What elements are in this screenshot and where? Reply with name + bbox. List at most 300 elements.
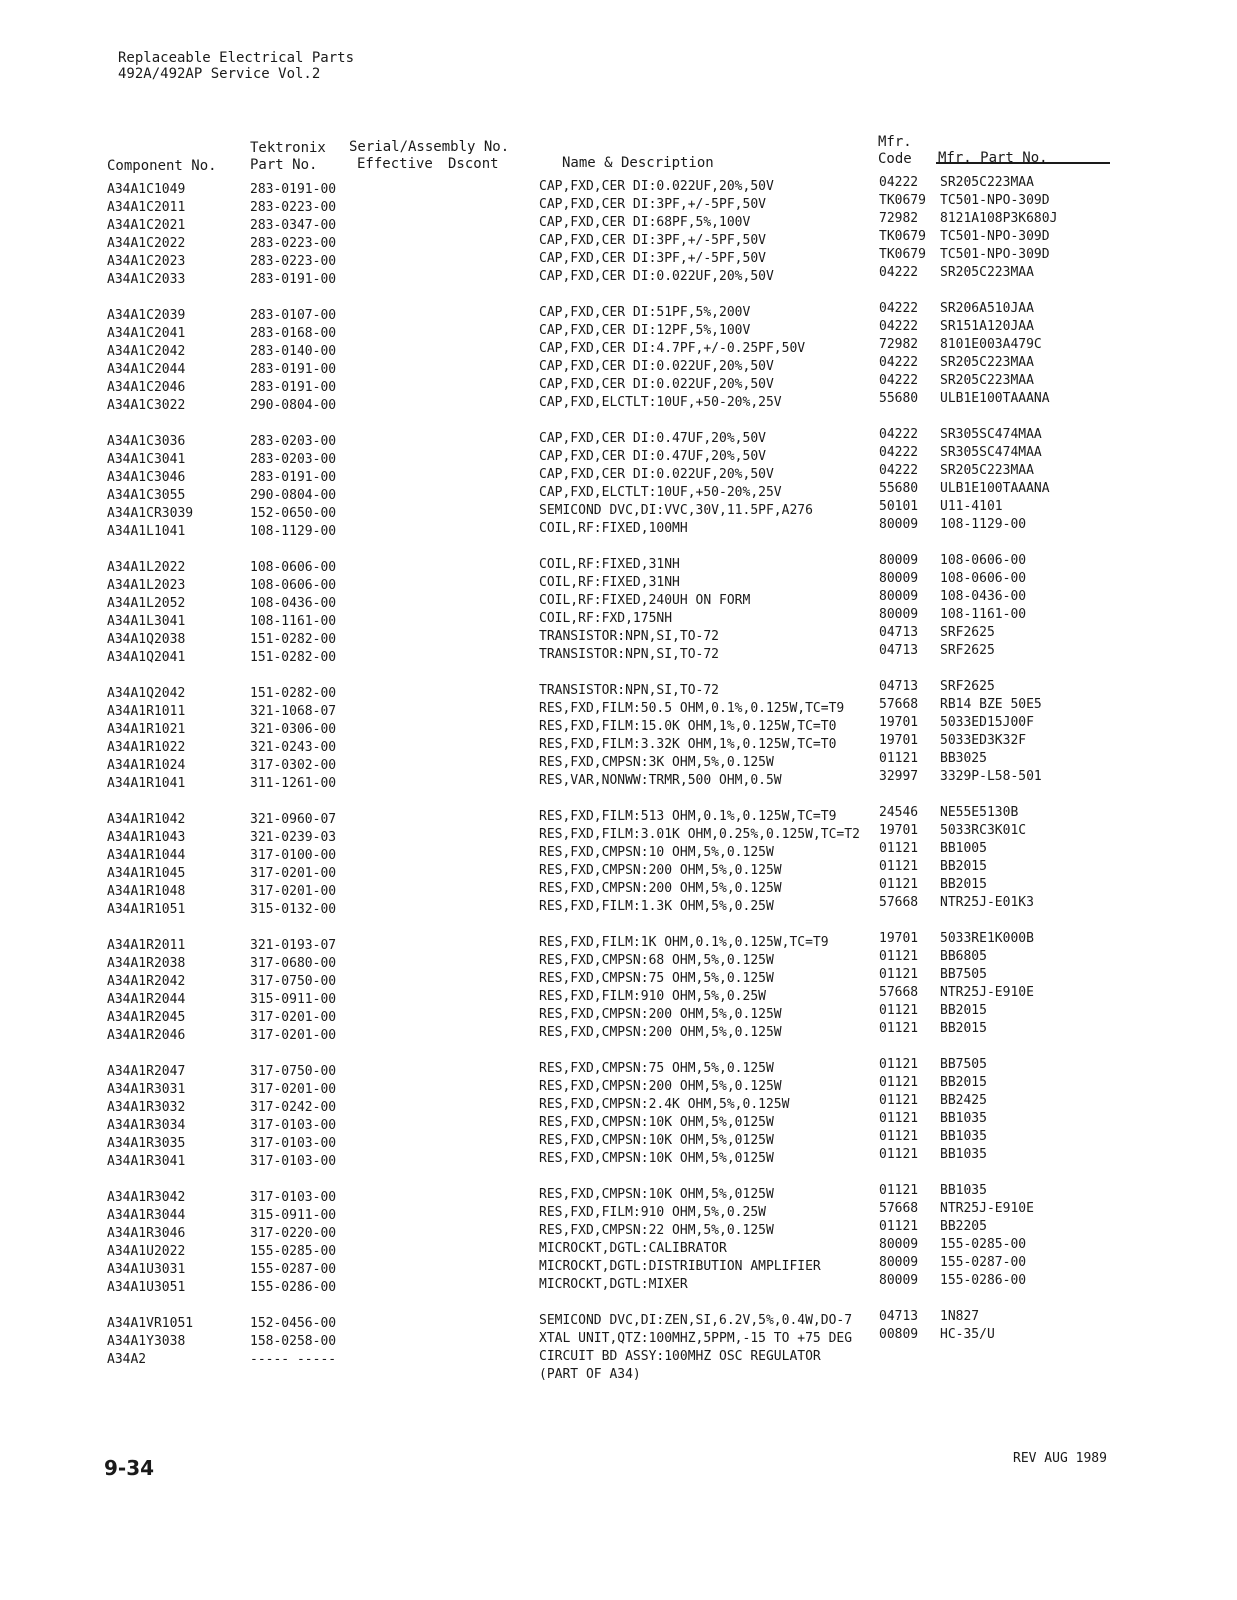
- mfr-part-no-cell: 155-0285-00: [940, 1237, 1027, 1252]
- component-no-cell: A34A1C2039: [107, 308, 186, 323]
- mfr-code-cell: TK0679: [879, 229, 926, 244]
- mfr-code-cell: 01121: [879, 859, 919, 874]
- part-no-cell: 311-1261-00: [250, 776, 337, 791]
- parts-group: [0, 1057, 1237, 1169]
- part-no-cell: 283-0203-00: [250, 452, 337, 467]
- part-no-cell: 155-0286-00: [250, 1280, 337, 1295]
- parts-group: [0, 553, 1237, 665]
- mfr-part-no-cell: 8121A108P3K680J: [940, 211, 1058, 226]
- mfr-part-no-cell: SR205C223MAA: [940, 373, 1034, 388]
- mfr-part-no-cell: 5033ED3K32F: [940, 733, 1027, 748]
- mfr-part-no-cell: BB1005: [940, 841, 987, 856]
- component-no-cell: A34A1R1051: [107, 902, 186, 917]
- part-no-cell: 317-0103-00: [250, 1118, 337, 1133]
- part-no-cell: 317-0680-00: [250, 956, 337, 971]
- mfr-code-cell: 01121: [879, 1003, 919, 1018]
- part-no-cell: 317-0103-00: [250, 1154, 337, 1169]
- mfr-code-cell: 80009: [879, 1255, 919, 1270]
- description-cell: (PART OF A34): [539, 1367, 641, 1382]
- description-cell: XTAL UNIT,QTZ:100MHZ,5PPM,-15 TO +75 DEG: [539, 1331, 853, 1346]
- mfr-code-cell: 80009: [879, 553, 919, 568]
- mfr-part-no-cell: TC501-NPO-309D: [940, 229, 1050, 244]
- mfr-part-no-cell: SRF2625: [940, 643, 995, 658]
- part-no-cell: 283-0191-00: [250, 470, 337, 485]
- description-cell: TRANSISTOR:NPN,SI,TO-72: [539, 647, 720, 662]
- description-cell: CAP,FXD,CER DI:68PF,5%,100V: [539, 215, 751, 230]
- table-row: [0, 985, 1237, 1007]
- component-no-cell: A34A1C3022: [107, 398, 186, 413]
- mfr-code-cell: 57668: [879, 895, 919, 910]
- description-cell: RES,FXD,FILM:910 OHM,5%,0.25W: [539, 989, 766, 1004]
- table-row: [0, 1327, 1237, 1349]
- component-no-cell: A34A1R3031: [107, 1082, 186, 1097]
- table-row: [0, 859, 1237, 881]
- table-row: [0, 553, 1237, 575]
- part-no-cell: 152-0456-00: [250, 1316, 337, 1331]
- mfr-code-cell: TK0679: [879, 247, 926, 262]
- part-no-cell: 283-0223-00: [250, 200, 337, 215]
- description-cell: RES,FXD,FILM:50.5 OHM,0.1%,0.125W,TC=T9: [539, 701, 845, 716]
- part-no-cell: 321-1068-07: [250, 704, 337, 719]
- component-no-cell: A34A1C3055: [107, 488, 186, 503]
- description-cell: CIRCUIT BD ASSY:100MHZ OSC REGULATOR: [539, 1349, 821, 1364]
- component-no-cell: A34A1R3042: [107, 1190, 186, 1205]
- part-no-cell: ----- -----: [250, 1352, 337, 1367]
- part-no-cell: 290-0804-00: [250, 398, 337, 413]
- component-no-cell: A34A1R1022: [107, 740, 186, 755]
- component-no-cell: A34A1U3051: [107, 1280, 186, 1295]
- description-cell: RES,FXD,FILM:1K OHM,0.1%,0.125W,TC=T9: [539, 935, 829, 950]
- table-row: [0, 769, 1237, 791]
- part-no-cell: 108-0606-00: [250, 560, 337, 575]
- table-row: [0, 1111, 1237, 1133]
- component-no-cell: A34A1U3031: [107, 1262, 186, 1277]
- mfr-code-cell: 04222: [879, 463, 919, 478]
- part-no-cell: 108-1129-00: [250, 524, 337, 539]
- mfr-part-no-cell: BB6805: [940, 949, 987, 964]
- component-no-cell: A34A1C2011: [107, 200, 186, 215]
- mfr-part-no-cell: SR305SC474MAA: [940, 445, 1042, 460]
- part-no-cell: 283-0223-00: [250, 236, 337, 251]
- mfr-part-no-cell: HC-35/U: [940, 1327, 995, 1342]
- mfr-part-no-cell: ULB1E100TAAANA: [940, 481, 1050, 496]
- col-mfr: Mfr.: [878, 134, 912, 150]
- mfr-code-cell: 50101: [879, 499, 919, 514]
- component-no-cell: A34A1C1049: [107, 182, 186, 197]
- parts-group: [0, 931, 1237, 1043]
- part-no-cell: 108-0606-00: [250, 578, 337, 593]
- mfr-code-cell: 01121: [879, 751, 919, 766]
- mfr-part-no-cell: BB2015: [940, 877, 987, 892]
- component-no-cell: A34A1R1048: [107, 884, 186, 899]
- parts-group: [0, 805, 1237, 917]
- description-cell: CAP,FXD,CER DI:0.022UF,20%,50V: [539, 377, 774, 392]
- mfr-part-no-cell: 1N827: [940, 1309, 980, 1324]
- mfr-part-no-cell: BB1035: [940, 1111, 987, 1126]
- component-no-cell: A34A1R1041: [107, 776, 186, 791]
- mfr-code-cell: 80009: [879, 589, 919, 604]
- component-no-cell: A34A1C2022: [107, 236, 186, 251]
- mfr-code-cell: 19701: [879, 733, 919, 748]
- component-no-cell: A34A1L1041: [107, 524, 186, 539]
- description-cell: TRANSISTOR:NPN,SI,TO-72: [539, 629, 720, 644]
- header-rule: [936, 162, 1110, 164]
- mfr-code-cell: 57668: [879, 985, 919, 1000]
- component-no-cell: A34A1R1011: [107, 704, 186, 719]
- mfr-code-cell: 72982: [879, 211, 919, 226]
- mfr-part-no-cell: SR205C223MAA: [940, 265, 1034, 280]
- description-cell: CAP,FXD,CER DI:4.7PF,+/-0.25PF,50V: [539, 341, 806, 356]
- part-no-cell: 317-0201-00: [250, 1082, 337, 1097]
- description-cell: RES,FXD,FILM:15.0K OHM,1%,0.125W,TC=T0: [539, 719, 837, 734]
- part-no-cell: 283-0191-00: [250, 272, 337, 287]
- part-no-cell: 283-0191-00: [250, 380, 337, 395]
- table-row: [0, 751, 1237, 773]
- mfr-code-cell: 04222: [879, 427, 919, 442]
- component-no-cell: A34A1R1044: [107, 848, 186, 863]
- component-no-cell: A34A1C3046: [107, 470, 186, 485]
- mfr-code-cell: 04713: [879, 1309, 919, 1324]
- component-no-cell: A34A1R2047: [107, 1064, 186, 1079]
- component-no-cell: A34A1R1043: [107, 830, 186, 845]
- mfr-part-no-cell: BB1035: [940, 1183, 987, 1198]
- table-row: [0, 463, 1237, 485]
- part-no-cell: 317-0750-00: [250, 1064, 337, 1079]
- component-no-cell: A34A1R3041: [107, 1154, 186, 1169]
- table-row: [0, 319, 1237, 341]
- mfr-part-no-cell: NTR25J-E910E: [940, 985, 1034, 1000]
- part-no-cell: 317-0201-00: [250, 1010, 337, 1025]
- part-no-cell: 158-0258-00: [250, 1334, 337, 1349]
- description-cell: RES,FXD,CMPSN:75 OHM,5%,0.125W: [539, 1061, 774, 1076]
- table-row: [0, 1237, 1237, 1259]
- mfr-code-cell: 04713: [879, 643, 919, 658]
- part-no-cell: 321-0193-07: [250, 938, 337, 953]
- part-no-cell: 315-0911-00: [250, 1208, 337, 1223]
- parts-group: [0, 301, 1237, 413]
- part-no-cell: 283-0140-00: [250, 344, 337, 359]
- mfr-code-cell: 04222: [879, 175, 919, 190]
- description-cell: COIL,RF:FIXED,31NH: [539, 557, 680, 572]
- component-no-cell: A34A1R2011: [107, 938, 186, 953]
- table-row: [0, 355, 1237, 377]
- component-no-cell: A34A1R1021: [107, 722, 186, 737]
- part-no-cell: 315-0911-00: [250, 992, 337, 1007]
- mfr-part-no-cell: TC501-NPO-309D: [940, 247, 1050, 262]
- part-no-cell: 317-0750-00: [250, 974, 337, 989]
- col-serial-assembly: Serial/Assembly No.: [349, 139, 510, 155]
- mfr-part-no-cell: BB7505: [940, 1057, 987, 1072]
- part-no-cell: 151-0282-00: [250, 686, 337, 701]
- mfr-code-cell: 01121: [879, 1129, 919, 1144]
- component-no-cell: A34A1R1045: [107, 866, 186, 881]
- table-row: [0, 1366, 1237, 1384]
- table-row: [0, 247, 1237, 269]
- part-no-cell: 151-0282-00: [250, 650, 337, 665]
- table-row: [0, 949, 1237, 971]
- component-no-cell: A34A1R2038: [107, 956, 186, 971]
- part-no-cell: 317-0103-00: [250, 1190, 337, 1205]
- col-code: Code: [878, 151, 912, 167]
- description-cell: CAP,FXD,CER DI:51PF,5%,200V: [539, 305, 751, 320]
- col-dscont: Dscont: [448, 156, 499, 172]
- part-no-cell: 283-0203-00: [250, 434, 337, 449]
- table-row: [0, 643, 1237, 665]
- component-no-cell: A34A1Q2038: [107, 632, 186, 647]
- mfr-code-cell: 01121: [879, 949, 919, 964]
- mfr-part-no-cell: U11-4101: [940, 499, 1003, 514]
- mfr-part-no-cell: SR205C223MAA: [940, 355, 1034, 370]
- table-row: [0, 607, 1237, 629]
- table-row: [0, 1201, 1237, 1223]
- table-row: [0, 1348, 1237, 1366]
- col-part-no: Part No.: [250, 157, 318, 173]
- parts-group: [0, 679, 1237, 791]
- component-no-cell: A34A2: [107, 1352, 147, 1367]
- table-row: [0, 697, 1237, 719]
- component-no-cell: A34A1C2041: [107, 326, 186, 341]
- table-row: [0, 211, 1237, 233]
- mfr-code-cell: 04713: [879, 679, 919, 694]
- component-no-cell: A34A1R2044: [107, 992, 186, 1007]
- description-cell: TRANSISTOR:NPN,SI,TO-72: [539, 683, 720, 698]
- description-cell: RES,FXD,CMPSN:200 OHM,5%,0.125W: [539, 1025, 782, 1040]
- mfr-part-no-cell: 155-0286-00: [940, 1273, 1027, 1288]
- component-no-cell: A34A1R2045: [107, 1010, 186, 1025]
- mfr-code-cell: 04222: [879, 373, 919, 388]
- table-row: [0, 877, 1237, 899]
- description-cell: RES,FXD,CMPSN:10K OHM,5%,0125W: [539, 1151, 774, 1166]
- table-row: [0, 229, 1237, 251]
- part-no-cell: 317-0220-00: [250, 1226, 337, 1241]
- description-cell: COIL,RF:FIXED,100MH: [539, 521, 688, 536]
- description-cell: MICROCKT,DGTL:DISTRIBUTION AMPLIFIER: [539, 1259, 821, 1274]
- table-row: [0, 841, 1237, 863]
- description-cell: RES,FXD,CMPSN:3K OHM,5%,0.125W: [539, 755, 774, 770]
- component-no-cell: A34A1CR3039: [107, 506, 194, 521]
- mfr-part-no-cell: 155-0287-00: [940, 1255, 1027, 1270]
- description-cell: MICROCKT,DGTL:CALIBRATOR: [539, 1241, 727, 1256]
- mfr-code-cell: 01121: [879, 1075, 919, 1090]
- mfr-code-cell: 04713: [879, 625, 919, 640]
- table-row: [0, 1075, 1237, 1097]
- component-no-cell: A34A1R1024: [107, 758, 186, 773]
- table-row: [0, 265, 1237, 287]
- part-no-cell: 283-0168-00: [250, 326, 337, 341]
- mfr-part-no-cell: SRF2625: [940, 625, 995, 640]
- component-no-cell: A34A1C2042: [107, 344, 186, 359]
- description-cell: RES,VAR,NONWW:TRMR,500 OHM,0.5W: [539, 773, 782, 788]
- mfr-code-cell: 80009: [879, 571, 919, 586]
- description-cell: RES,FXD,CMPSN:200 OHM,5%,0.125W: [539, 881, 782, 896]
- mfr-part-no-cell: 8101E003A479C: [940, 337, 1042, 352]
- mfr-code-cell: 00809: [879, 1327, 919, 1342]
- description-cell: RES,FXD,CMPSN:200 OHM,5%,0.125W: [539, 1007, 782, 1022]
- col-mfr-part-no: Mfr. Part No.: [938, 150, 1048, 166]
- description-cell: CAP,FXD,CER DI:0.47UF,20%,50V: [539, 431, 766, 446]
- mfr-code-cell: 01121: [879, 1021, 919, 1036]
- mfr-part-no-cell: 3329P-L58-501: [940, 769, 1042, 784]
- component-no-cell: A34A1R3044: [107, 1208, 186, 1223]
- mfr-part-no-cell: BB2015: [940, 1003, 987, 1018]
- mfr-code-cell: 04222: [879, 265, 919, 280]
- mfr-code-cell: 01121: [879, 1057, 919, 1072]
- description-cell: MICROCKT,DGTL:MIXER: [539, 1277, 688, 1292]
- mfr-code-cell: 04222: [879, 301, 919, 316]
- part-no-cell: 283-0347-00: [250, 218, 337, 233]
- component-no-cell: A34A1C3041: [107, 452, 186, 467]
- mfr-code-cell: 01121: [879, 1147, 919, 1162]
- description-cell: RES,FXD,CMPSN:10 OHM,5%,0.125W: [539, 845, 774, 860]
- part-no-cell: 321-0306-00: [250, 722, 337, 737]
- mfr-code-cell: 01121: [879, 841, 919, 856]
- mfr-part-no-cell: BB3025: [940, 751, 987, 766]
- mfr-part-no-cell: SR205C223MAA: [940, 175, 1034, 190]
- description-cell: COIL,RF:FXD,175NH: [539, 611, 673, 626]
- component-no-cell: A34A1L2022: [107, 560, 186, 575]
- mfr-part-no-cell: RB14 BZE 50E5: [940, 697, 1042, 712]
- part-no-cell: 108-1161-00: [250, 614, 337, 629]
- description-cell: COIL,RF:FIXED,31NH: [539, 575, 680, 590]
- mfr-part-no-cell: TC501-NPO-309D: [940, 193, 1050, 208]
- table-row: [0, 805, 1237, 827]
- mfr-part-no-cell: 108-1161-00: [940, 607, 1027, 622]
- mfr-code-cell: 80009: [879, 1237, 919, 1252]
- mfr-part-no-cell: 108-0606-00: [940, 553, 1027, 568]
- description-cell: RES,FXD,CMPSN:10K OHM,5%,0125W: [539, 1187, 774, 1202]
- col-name-description: Name & Description: [562, 155, 714, 171]
- component-no-cell: A34A1R3034: [107, 1118, 186, 1133]
- part-no-cell: 317-0302-00: [250, 758, 337, 773]
- part-no-cell: 317-0103-00: [250, 1136, 337, 1151]
- table-row: [0, 823, 1237, 845]
- table-row: [0, 571, 1237, 593]
- mfr-code-cell: 01121: [879, 1183, 919, 1198]
- part-no-cell: 155-0287-00: [250, 1262, 337, 1277]
- table-row: [0, 1003, 1237, 1025]
- mfr-part-no-cell: BB2205: [940, 1219, 987, 1234]
- table-row: [0, 589, 1237, 611]
- description-cell: RES,FXD,CMPSN:10K OHM,5%,0125W: [539, 1133, 774, 1148]
- description-cell: RES,FXD,FILM:3.32K OHM,1%,0.125W,TC=T0: [539, 737, 837, 752]
- component-no-cell: A34A1C2044: [107, 362, 186, 377]
- description-cell: CAP,FXD,ELCTLT:10UF,+50-20%,25V: [539, 485, 782, 500]
- parts-group: [0, 1309, 1237, 1384]
- table-row: [0, 715, 1237, 737]
- mfr-part-no-cell: 108-0606-00: [940, 571, 1027, 586]
- col-component-no: Component No.: [107, 158, 217, 174]
- mfr-part-no-cell: SRF2625: [940, 679, 995, 694]
- mfr-code-cell: 19701: [879, 931, 919, 946]
- table-row: [0, 1093, 1237, 1115]
- mfr-code-cell: 01121: [879, 967, 919, 982]
- mfr-part-no-cell: BB2425: [940, 1093, 987, 1108]
- mfr-code-cell: 01121: [879, 877, 919, 892]
- table-row: [0, 679, 1237, 701]
- parts-table: [0, 175, 1237, 1402]
- table-row: [0, 1129, 1237, 1151]
- mfr-part-no-cell: NTR25J-E910E: [940, 1201, 1034, 1216]
- description-cell: RES,FXD,CMPSN:22 OHM,5%,0.125W: [539, 1223, 774, 1238]
- parts-group: [0, 175, 1237, 287]
- mfr-code-cell: 04222: [879, 355, 919, 370]
- description-cell: RES,FXD,FILM:513 OHM,0.1%,0.125W,TC=T9: [539, 809, 837, 824]
- mfr-part-no-cell: 108-1129-00: [940, 517, 1027, 532]
- mfr-code-cell: 01121: [879, 1093, 919, 1108]
- description-cell: SEMICOND DVC,DI:ZEN,SI,6.2V,5%,0.4W,DO-7: [539, 1313, 853, 1328]
- table-row: [0, 1255, 1237, 1277]
- description-cell: RES,FXD,CMPSN:75 OHM,5%,0.125W: [539, 971, 774, 986]
- component-no-cell: A34A1VR1051: [107, 1316, 194, 1331]
- part-no-cell: 283-0107-00: [250, 308, 337, 323]
- part-no-cell: 321-0960-07: [250, 812, 337, 827]
- component-no-cell: A34A1R3046: [107, 1226, 186, 1241]
- description-cell: SEMICOND DVC,DI:VVC,30V,11.5PF,A276: [539, 503, 813, 518]
- component-no-cell: A34A1C3036: [107, 434, 186, 449]
- component-no-cell: A34A1L2023: [107, 578, 186, 593]
- description-cell: CAP,FXD,CER DI:3PF,+/-5PF,50V: [539, 251, 766, 266]
- table-row: [0, 391, 1237, 413]
- table-row: [0, 625, 1237, 647]
- mfr-code-cell: 55680: [879, 481, 919, 496]
- table-row: [0, 967, 1237, 989]
- part-no-cell: 315-0132-00: [250, 902, 337, 917]
- component-no-cell: A34A1R3032: [107, 1100, 186, 1115]
- mfr-code-cell: 32997: [879, 769, 919, 784]
- part-no-cell: 321-0243-00: [250, 740, 337, 755]
- mfr-part-no-cell: BB2015: [940, 1075, 987, 1090]
- table-row: [0, 301, 1237, 323]
- mfr-code-cell: 55680: [879, 391, 919, 406]
- component-no-cell: A34A1R3035: [107, 1136, 186, 1151]
- col-effective: Effective: [357, 156, 433, 172]
- table-row: [0, 481, 1237, 503]
- description-cell: CAP,FXD,CER DI:0.47UF,20%,50V: [539, 449, 766, 464]
- table-row: [0, 1021, 1237, 1043]
- mfr-code-cell: 57668: [879, 1201, 919, 1216]
- table-row: [0, 1147, 1237, 1169]
- mfr-part-no-cell: SR205C223MAA: [940, 463, 1034, 478]
- component-no-cell: A34A1L3041: [107, 614, 186, 629]
- component-no-cell: A34A1R2042: [107, 974, 186, 989]
- table-row: [0, 733, 1237, 755]
- part-no-cell: 108-0436-00: [250, 596, 337, 611]
- description-cell: CAP,FXD,ELCTLT:10UF,+50-20%,25V: [539, 395, 782, 410]
- header-title: Replaceable Electrical Parts: [118, 50, 355, 66]
- mfr-part-no-cell: SR305SC474MAA: [940, 427, 1042, 442]
- table-row: [0, 337, 1237, 359]
- component-no-cell: A34A1R1042: [107, 812, 186, 827]
- table-row: [0, 895, 1237, 917]
- mfr-code-cell: 80009: [879, 517, 919, 532]
- description-cell: RES,FXD,CMPSN:10K OHM,5%,0125W: [539, 1115, 774, 1130]
- mfr-part-no-cell: BB2015: [940, 859, 987, 874]
- description-cell: RES,FXD,CMPSN:68 OHM,5%,0.125W: [539, 953, 774, 968]
- table-row: [0, 1273, 1237, 1295]
- part-no-cell: 317-0100-00: [250, 848, 337, 863]
- mfr-code-cell: 72982: [879, 337, 919, 352]
- mfr-part-no-cell: NE55E5130B: [940, 805, 1019, 820]
- description-cell: CAP,FXD,CER DI:3PF,+/-5PF,50V: [539, 197, 766, 212]
- part-no-cell: 283-0223-00: [250, 254, 337, 269]
- table-row: [0, 517, 1237, 539]
- mfr-code-cell: 57668: [879, 697, 919, 712]
- mfr-code-cell: 01121: [879, 1111, 919, 1126]
- description-cell: RES,FXD,CMPSN:200 OHM,5%,0.125W: [539, 863, 782, 878]
- component-no-cell: A34A1L2052: [107, 596, 186, 611]
- component-no-cell: A34A1C2046: [107, 380, 186, 395]
- mfr-part-no-cell: SR206A510JAA: [940, 301, 1034, 316]
